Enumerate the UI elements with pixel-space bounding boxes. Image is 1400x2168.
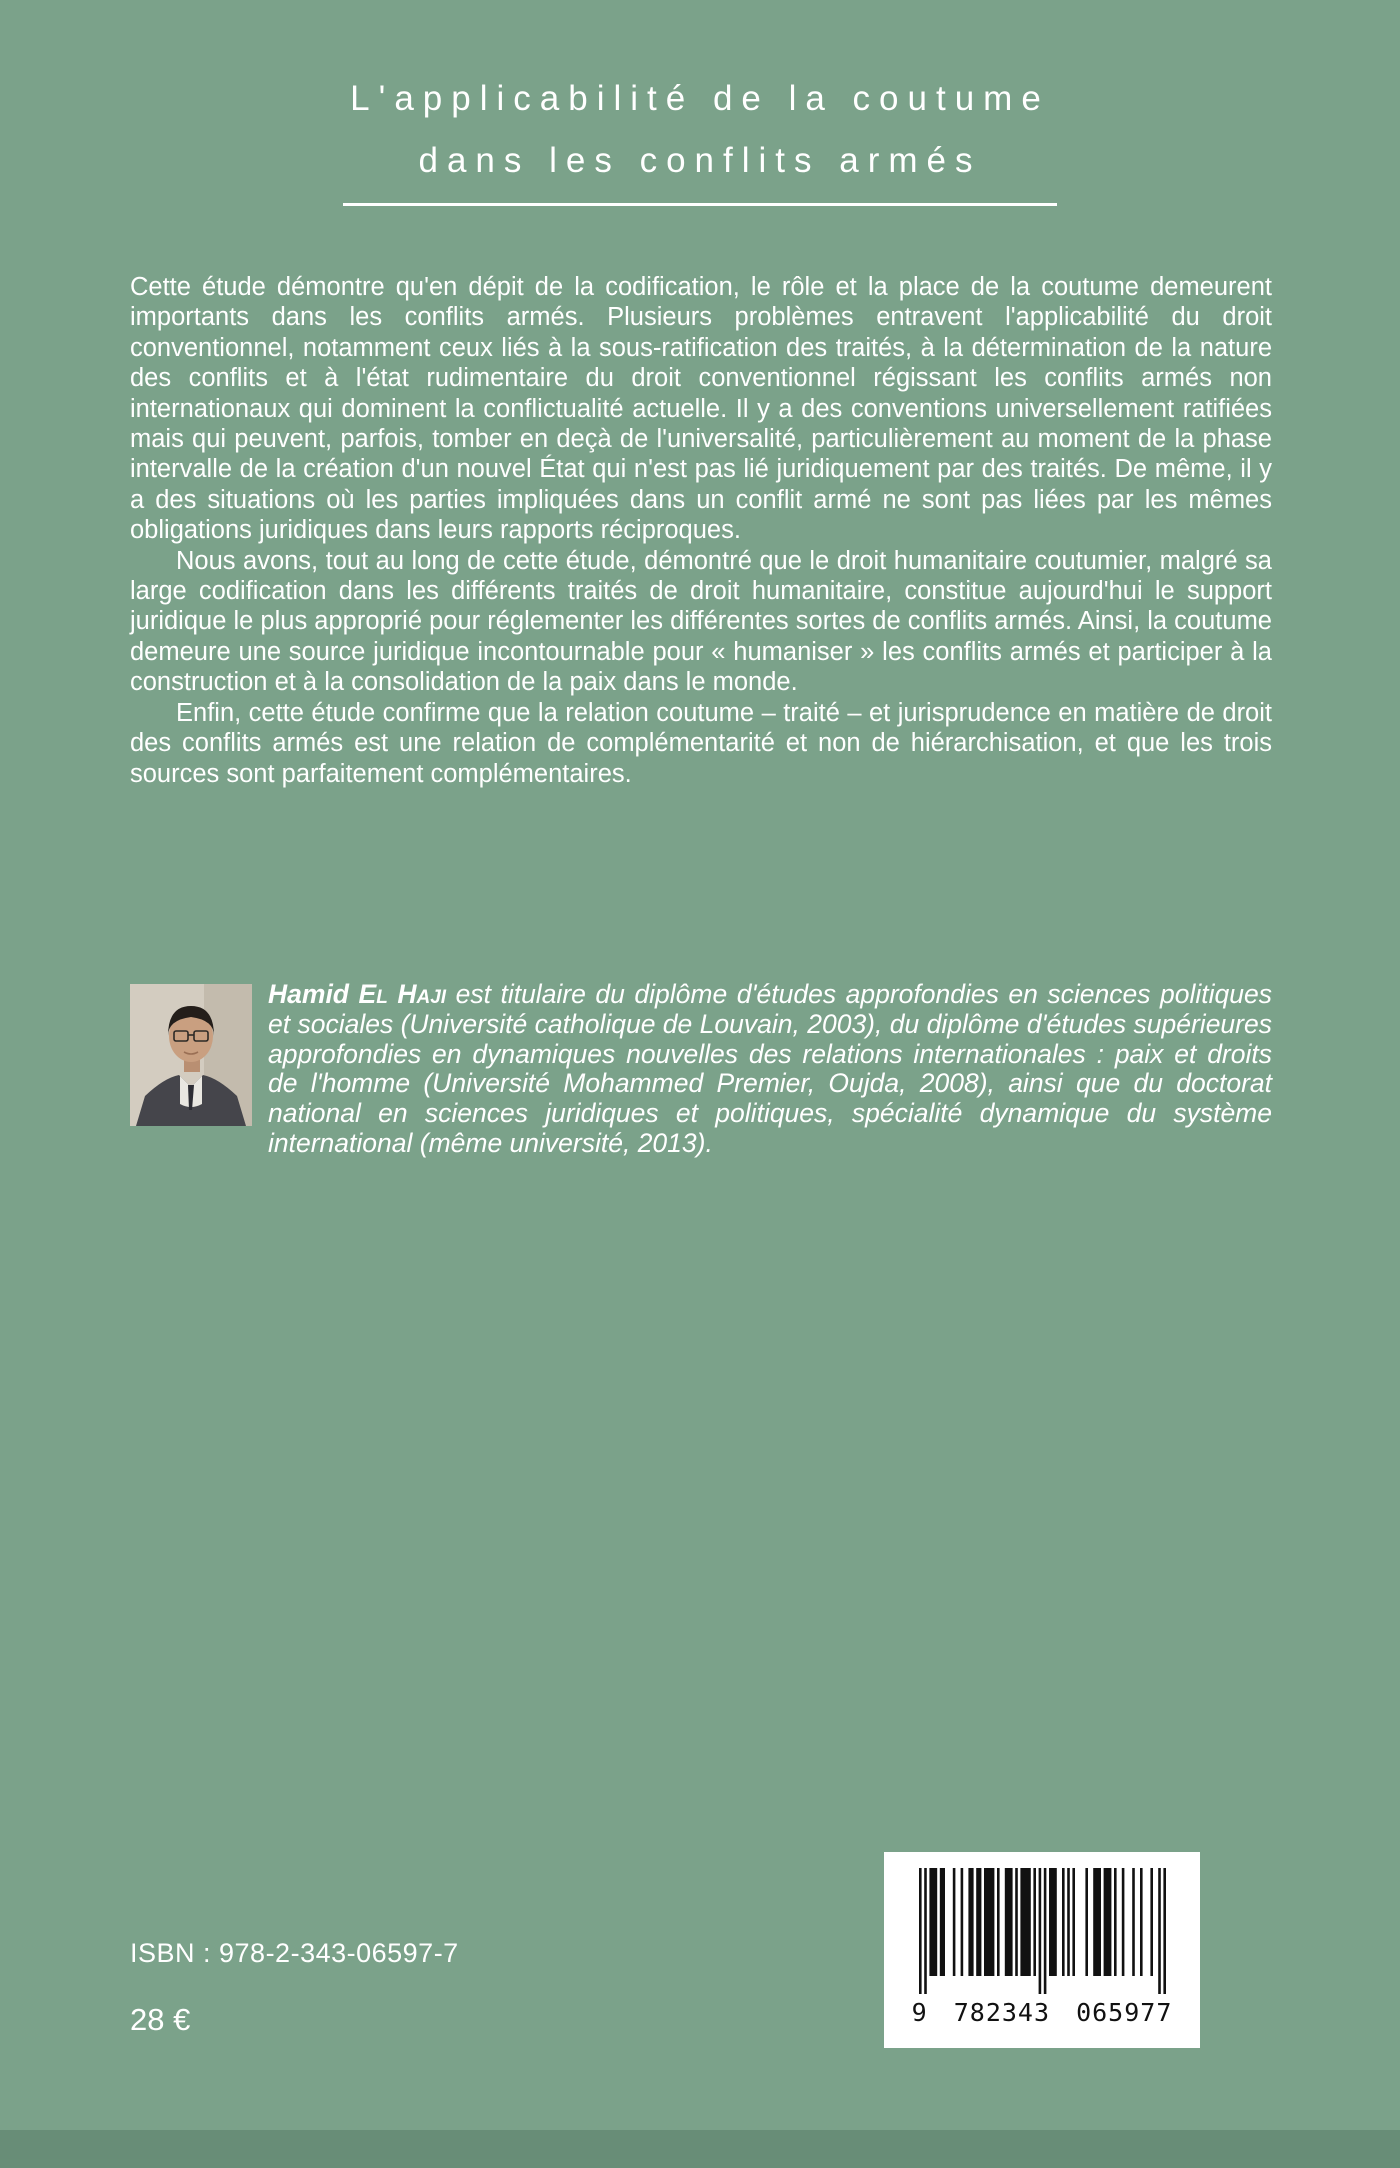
title-divider [343,203,1057,206]
author-first-name: Hamid [268,979,349,1009]
synopsis [130,272,1272,789]
bottom-shadow [0,2130,1400,2168]
author-section [130,980,1272,1159]
author-name [268,979,446,1009]
author-photo [130,984,252,1126]
author-bio [130,980,1272,1159]
author-bio-text: est titulaire du diplôme d'études approfondies en sciences politiques et sociales (Université catholique de Louvain, 2003), du diplôme d'études supérieures approfondies en dynamiques nouvelles des relations internationales : paix et droits de l'homme (Université Mohammed Premier, Oujda, 2008), ainsi que du doctorat national en sciences juridiques et politiques, spécialité dynamique du système international (même université, 2013). [268,979,1272,1158]
barcode-panel [884,1852,1200,2048]
barcode-bars [919,1868,1166,1994]
book-title-line-2: dans les conflits armés [418,141,982,180]
book-title-line-1: L'applicabilité de la coutume [350,79,1050,118]
synopsis-paragraph: Enfin, cette étude confirme que la relation coutume – traité – et jurisprudence en matière de droit des conflits armés est une relation de complémentarité et non de hiérarchisation, et que les trois sources sont parfaitement complémentaires. [130,698,1272,788]
price-label: 28 € [130,2002,191,2037]
barcode-digits: 9 782343 065977 [911,1998,1173,2027]
book-title [0,68,1400,192]
synopsis-paragraph: Nous avons, tout au long de cette étude, démontré que le droit humanitaire coutumier, malgré sa large codification dans les différents traités de droit humanitaire, constitue aujourd'hui le support juridique le plus approprié pour réglementer les différentes sortes de conflits armés. Ainsi, la coutume demeure une source juridique incontournable pour « humaniser » les conflits armés et participer à la construction et à la consolidation de la paix dans le monde. [130,546,1272,697]
author-last-name: El Haji [358,979,447,1009]
synopsis-paragraph: Cette étude démontre qu'en dépit de la codification, le rôle et la place de la coutume demeurent importants dans les conflits armés. Plusieurs problèmes entravent l'applicabilité du droit conventionnel, notamment ceux liés à la sous-ratification des traités, à la détermination de la nature des conflits et à l'état rudimentaire du droit conventionnel régissant les conflits armés non internationaux qui dominent la conflictualité actuelle. Il y a des conventions universellement ratifiées mais qui peuvent, parfois, tomber en deçà de l'universalité, particulièrement au moment de la phase intervalle de la création d'un nouvel État qui n'est pas lié juridiquement par des traités. De même, il y a des situations où les parties impliquées dans un conflit armé ne sont pas liées par les mêmes obligations juridiques dans leurs rapports réciproques. [130,273,1272,545]
isbn-label: ISBN : 978-2-343-06597-7 [130,1938,459,1968]
